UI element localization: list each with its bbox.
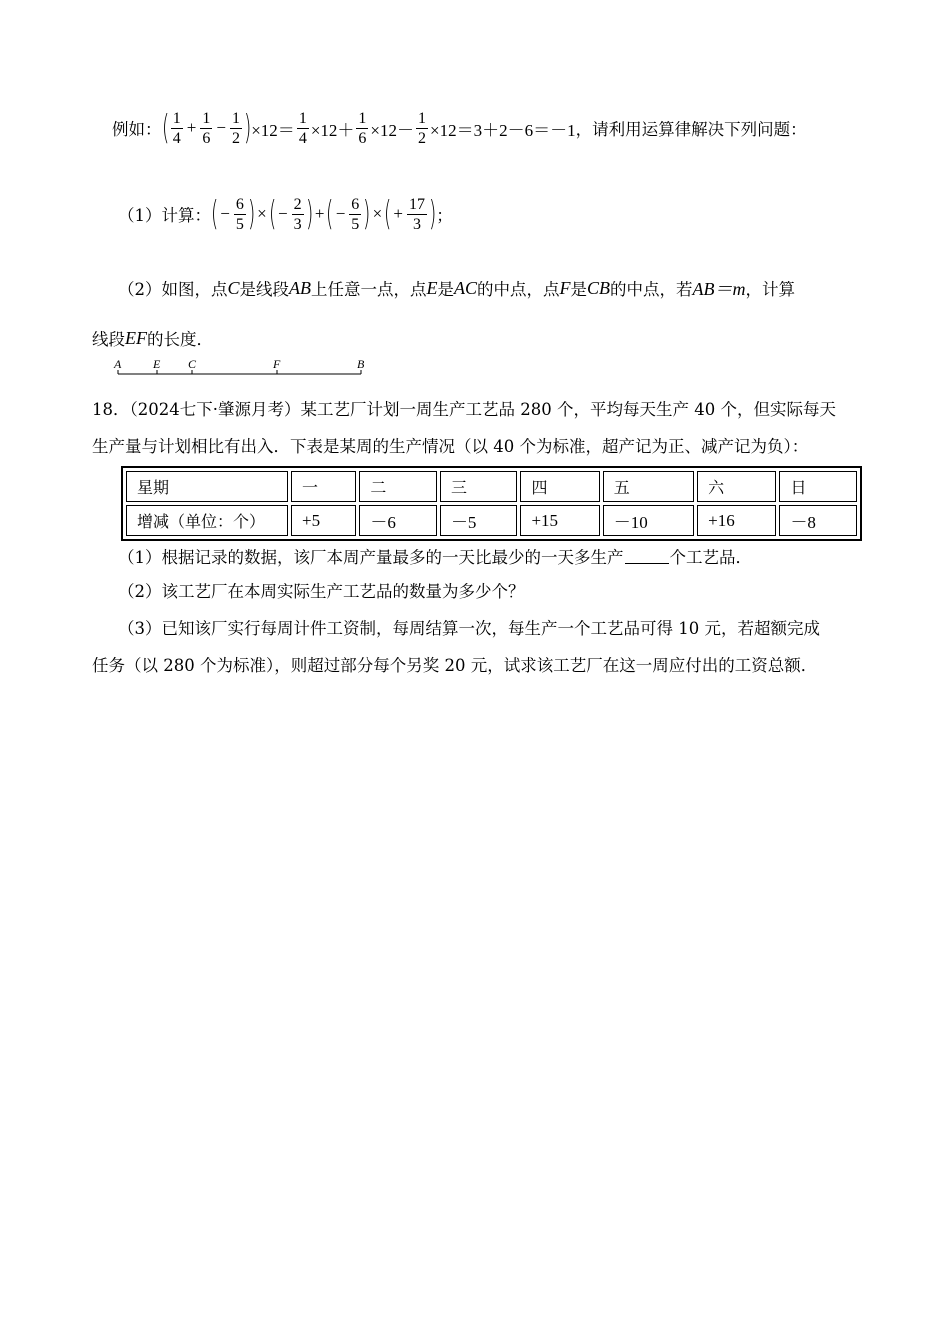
fraction: $\frac{17}{3}$ — [409, 195, 426, 233]
table-header-cell: 一 — [291, 471, 356, 502]
answer-blank[interactable] — [625, 549, 669, 564]
fraction: $\frac{1}{2}$ — [418, 109, 426, 147]
fraction: $\frac{1}{6}$ — [202, 109, 211, 147]
right-paren: ) — [243, 108, 252, 148]
point-label-a: A — [114, 357, 122, 371]
point-label-b: B — [357, 357, 365, 371]
fraction: $\frac{6}{5}$ — [351, 195, 360, 233]
table-header-cell: 五 — [603, 471, 694, 502]
fraction: $\frac{1}{4}$ — [298, 109, 307, 147]
production-table — [121, 466, 862, 541]
question-2-line-1: （2）如图，点 C 是线段 AB 上任意一点，点 E 是 AC 的中点，点 F 是 CB 的中点，若 AB＝m ，计算 — [118, 277, 796, 299]
point-label-c: C — [188, 357, 197, 371]
fraction: $\frac{6}{5}$ — [235, 195, 244, 233]
q18-line-2: 生产量与计划相比有出入．下表是某周的生产情况（以 40 个为标准，超产记为正、减产记为负）： — [92, 437, 809, 456]
table-header-cell: 星期 — [126, 471, 288, 502]
fraction: $\frac{2}{3}$ — [293, 195, 302, 233]
table-cell: +5 — [291, 505, 356, 536]
example-lead: 例如： — [112, 120, 162, 139]
fraction: $\frac{1}{4}$ — [172, 109, 181, 147]
q18-sub-3-line-1: （3）已知该厂实行每周计件工资制，每周结算一次，每生产一个工艺品可得 10 元，若超额完成 — [118, 619, 820, 638]
table-header-cell: 三 — [440, 471, 518, 502]
question-1: （1）计算： ( − $\frac{6}{5}$ ) × ( − $\frac{2}{3}$ ) + ( − $\frac{6}{5}$ ) × ( + $\frac{17}{3}$ ) ； — [118, 194, 453, 234]
expr-part: ×12＝ — [251, 120, 295, 140]
fraction: $\frac{1}{6}$ — [358, 109, 367, 147]
expr-part: ×12＋ — [310, 120, 355, 140]
q18-sub-2: （2）该工艺厂在本周实际生产工艺品的数量为多少个？ — [118, 582, 525, 601]
table-cell: +15 — [520, 505, 599, 536]
point-label-e: E — [153, 357, 161, 371]
question-2-line-2: 线段 EF 的长度． — [92, 327, 213, 349]
table-row — [126, 505, 857, 536]
table-header-cell: 四 — [520, 471, 599, 502]
table-cell: －5 — [440, 505, 518, 536]
q1-label: （1）计算： — [118, 206, 211, 225]
table-row — [126, 471, 857, 502]
example-trail: ，请利用运算律解决下列问题： — [575, 120, 807, 139]
table-header-cell: 六 — [697, 471, 776, 502]
example-line: 例如： ( $\frac{1}{4}$ + $\frac{1}{6}$ − $\frac{1}{2}$ ) ×12＝ $\frac{1}{4}$ ×12＋ $\frac{1}{6}$ ×12－ $\frac{1}{2}$ ×12＝3＋2－6＝－1 ，请利用运算律解决下列问题： — [112, 108, 807, 148]
table-cell: 增减（单位：个） — [126, 505, 288, 536]
point-label-f: F — [273, 357, 281, 371]
q18-line-1: 18．（2024七下·肇源月考）某工艺厂计划一周生产工艺品 280 个，平均每天生产 40 个，但实际每天 — [92, 400, 836, 419]
table-header-cell: 日 — [779, 471, 857, 502]
table-cell: －6 — [359, 505, 437, 536]
q18-sub-1: （1）根据记录的数据，该厂本周产量最多的一天比最少的一天多生产 个工艺品． — [118, 548, 752, 567]
table-header-cell: 二 — [359, 471, 437, 502]
expr-part: ×12－ — [370, 120, 414, 140]
q18-sub-3-line-2: 任务（以 280 个为标准），则超过部分每个另奖 20 元，试求该工艺厂在这一周应付出的工资总额． — [92, 656, 818, 675]
expr-part: ×12＝3＋2－6＝－1 — [430, 120, 576, 140]
table-cell: +16 — [697, 505, 776, 536]
fraction: $\frac{1}{2}$ — [231, 109, 240, 147]
left-paren: ( — [161, 108, 169, 148]
segment-figure — [108, 356, 378, 382]
table-cell: －8 — [779, 505, 857, 536]
table-cell: －10 — [603, 505, 694, 536]
